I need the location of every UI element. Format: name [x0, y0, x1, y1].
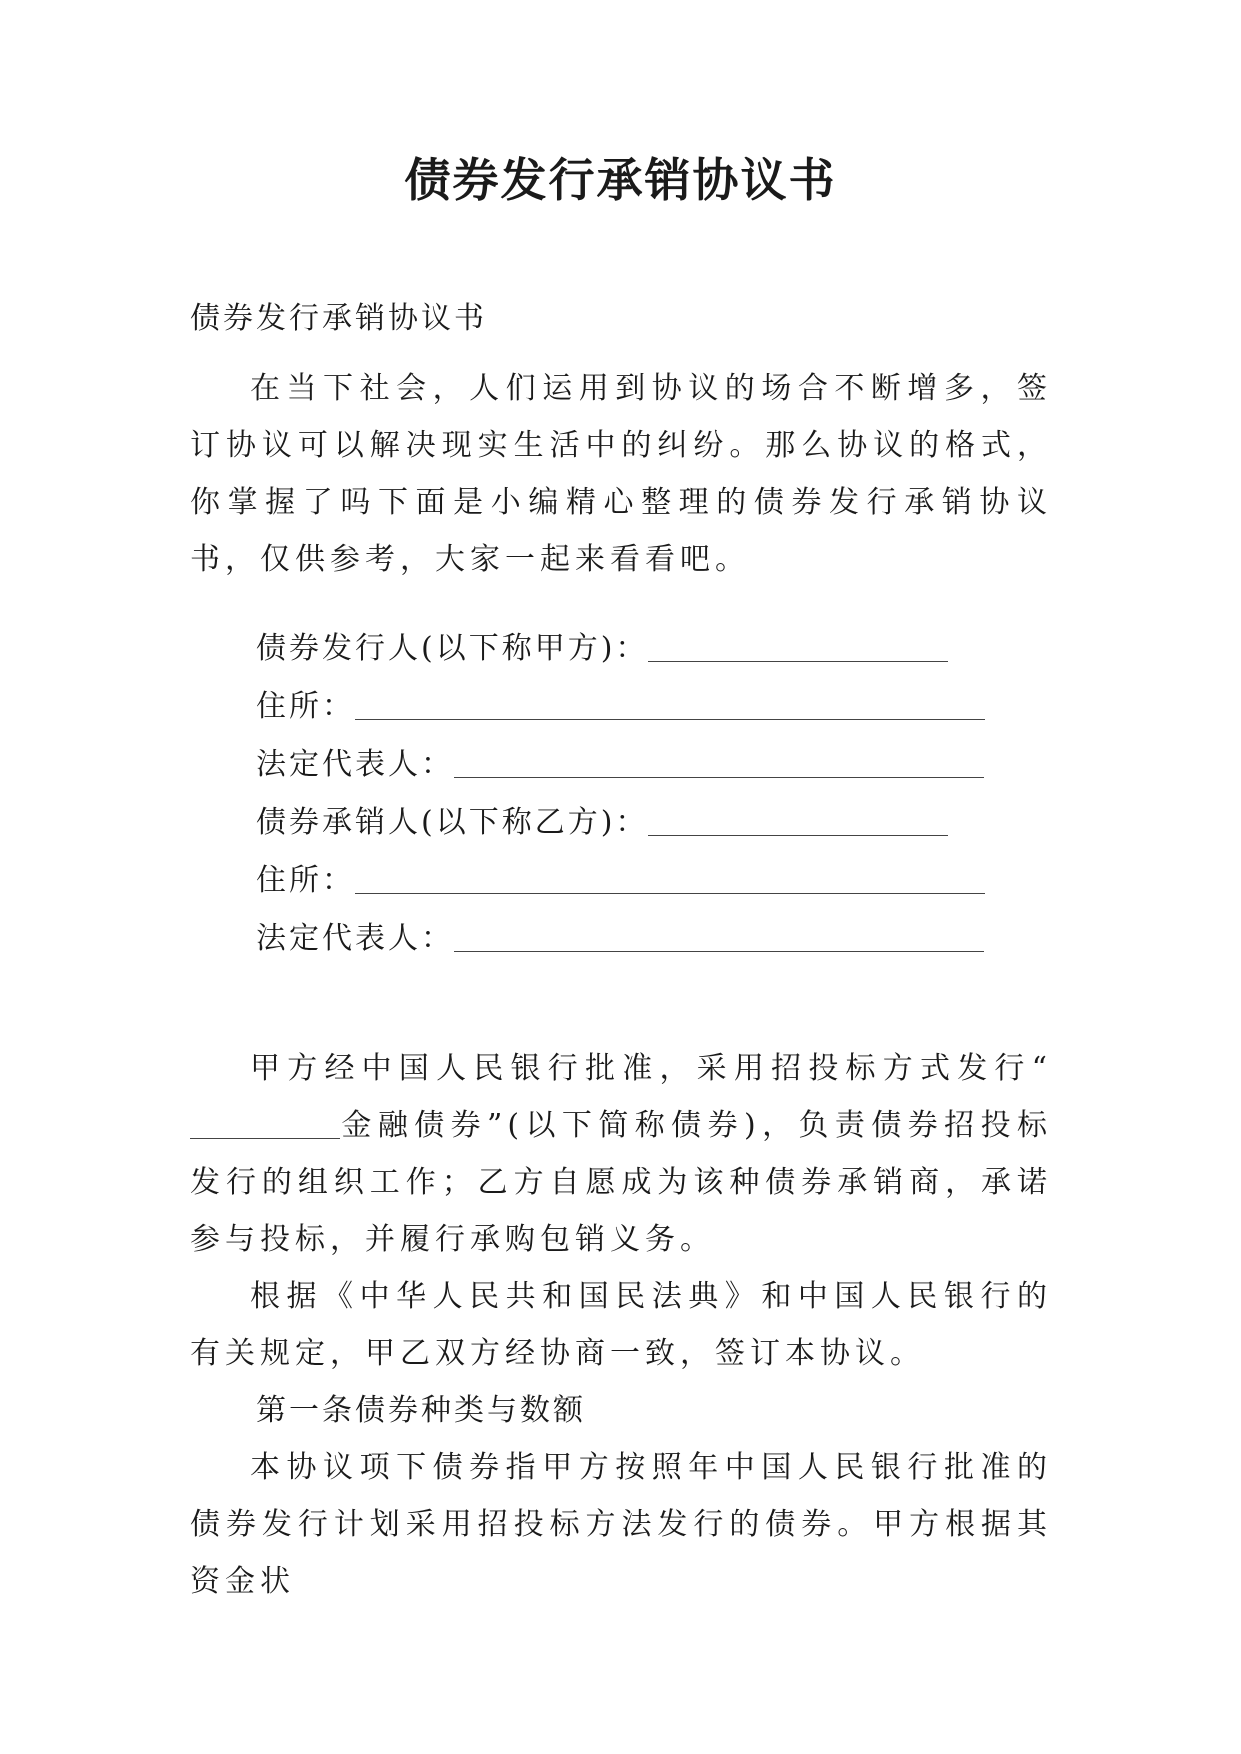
background-clause-part2: 金融债券”(以下简称债券)，负责债券招投标发行的组织工作；乙方自愿成为该种债券承销商，承诺参与投标，并履行承购包销义务。 — [190, 1108, 1052, 1257]
issuer-rep-field — [190, 736, 1052, 794]
underwriter-blank — [648, 807, 948, 836]
clauses-block — [190, 1040, 1052, 1610]
issuer-rep-label: 法定代表人： — [256, 747, 454, 782]
issuer-label: 债券发行人(以下称甲方)： — [256, 631, 649, 666]
intro-paragraph: 在当下社会，人们运用到协议的场合不断增多，签订协议可以解决现实生活中的纠纷。那么协议的格式，你掌握了吗下面是小编精心整理的债券发行承销协议书，仅供参考，大家一起来看看吧。 — [190, 371, 1052, 577]
underwriter-rep-blank — [454, 923, 984, 952]
issuer-address-label: 住所： — [256, 689, 355, 724]
underwriter-rep-field — [190, 910, 1052, 968]
issuer-rep-blank — [454, 749, 984, 778]
underwriter-label: 债券承销人(以下称乙方)： — [256, 805, 649, 840]
underwriter-address-blank — [355, 865, 985, 894]
intro-block — [190, 360, 1052, 588]
issuer-address-field — [190, 678, 1052, 736]
underwriter-address-field — [190, 852, 1052, 910]
issuer-address-blank — [355, 691, 985, 720]
basis-clause: 根据《中华人民共和国民法典》和中国人民银行的有关规定，甲乙双方经协商一致，签订本协议。 — [190, 1279, 1052, 1371]
parties-block — [190, 620, 1052, 968]
background-clause-part1: 甲方经中国人民银行批准，采用招投标方式发行“ — [250, 1051, 1052, 1086]
article1-heading: 第一条债券种类与数额 — [256, 1393, 586, 1428]
underwriter-rep-label: 法定代表人： — [256, 921, 454, 956]
underwriter-field — [190, 794, 1052, 852]
document-subtitle: 债券发行承销协议书 — [190, 301, 487, 336]
background-clause — [190, 1040, 1052, 1268]
bond-name-blank — [190, 1110, 340, 1139]
underwriter-address-label: 住所： — [256, 863, 355, 898]
issuer-field — [190, 620, 1052, 678]
document-title: 债券发行承销协议书 — [404, 153, 837, 207]
article1-text: 本协议项下债券指甲方按照年中国人民银行批准的债券发行计划采用招投标方法发行的债券。甲方根据其资金状 — [190, 1450, 1052, 1599]
issuer-blank — [648, 633, 948, 662]
